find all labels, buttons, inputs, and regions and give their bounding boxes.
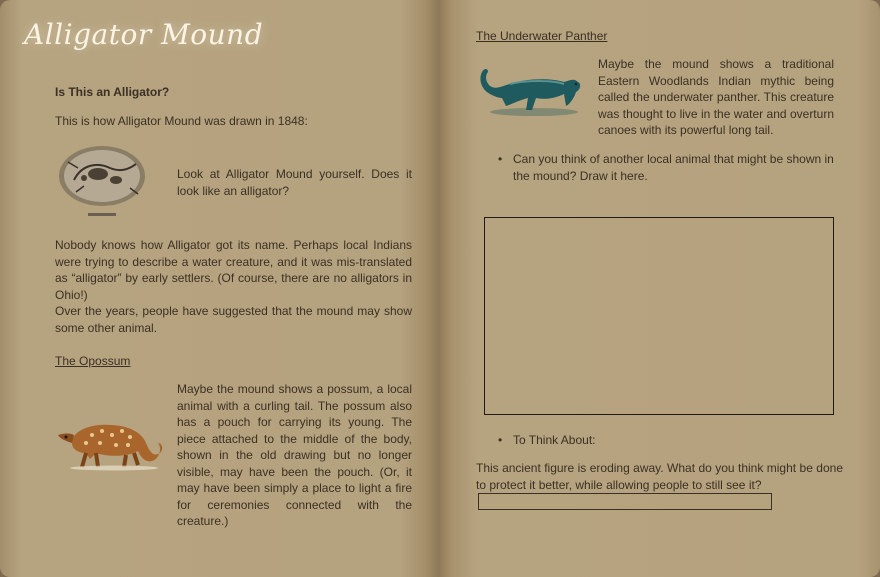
other-animal-paragraph: Over the years, people have suggested that the mound may show some other animal.: [55, 304, 412, 335]
opossum-text: Maybe the mound shows a possum, a local animal with a curling tail. The possum also has a pouch for carrying its young. The piece attached to the middle of the body, shown in the old drawing but no longer visible, may have been the pouch. (Or, it may have been simply a place to light a fire for ceremonies connected with the creature.): [177, 382, 412, 528]
opossum-heading: The Opossum: [55, 354, 131, 368]
section-heading: Is This an Alligator?: [55, 85, 170, 99]
drawing-area[interactable]: [484, 217, 834, 415]
think-about-text: This ancient figure is eroding away. What do you think might be done to protect it better, while allowing people to still see it?: [476, 461, 843, 492]
mound-drawing-1848-image: [54, 142, 150, 220]
intro-text: This is how Alligator Mound was drawn in 1848:: [55, 114, 308, 128]
left-page: [0, 0, 438, 577]
page-title: Alligator Mound: [24, 18, 264, 51]
panther-text: Maybe the mound shows a traditional Eastern Woodlands Indian mythic being called the underwater panther. This creature was thought to live in the water and overturn canoes with its powerful long tail.: [598, 57, 834, 137]
sketch-caption: Look at Alligator Mound yourself. Does it look like an alligator?: [177, 167, 412, 198]
think-about-heading: To Think About:: [513, 433, 596, 447]
bullet-marker: •: [498, 152, 503, 166]
origin-paragraph: Nobody knows how Alligator got its name. Perhaps local Indians were trying to describe a water creature, and it was mis-translated as “alligator” by early settlers. (Of course, there are no alligators in Ohio!): [55, 238, 412, 302]
opossum-image: [56, 413, 168, 471]
answer-input[interactable]: [478, 493, 772, 510]
underwater-panther-image: [476, 64, 584, 118]
draw-question: Can you think of another local animal that might be shown in the mound? Draw it here.: [513, 152, 834, 183]
bullet-marker: •: [498, 433, 503, 447]
panther-heading: The Underwater Panther: [476, 29, 608, 43]
